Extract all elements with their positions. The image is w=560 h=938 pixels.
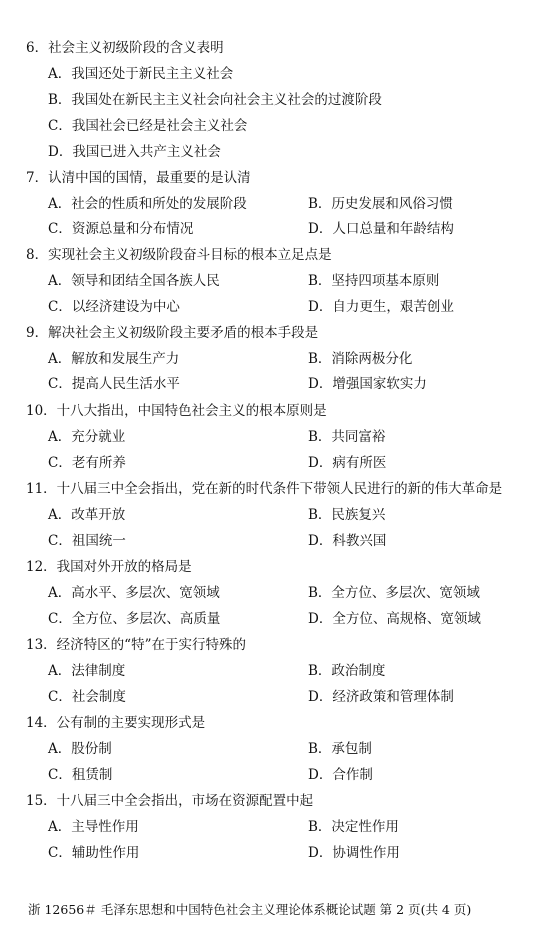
question-6-stem: 6．社会主义初级阶段的含义表明 [26, 40, 224, 56]
question-8-option-b: B．坚持四项基本原则 [308, 273, 440, 289]
question-7-stem: 7．认清中国的国情，最重要的是认清 [26, 170, 251, 186]
question-6-option-a: A．我国还处于新民主主义社会 [48, 66, 234, 82]
question-8-option-c: C．以经济建设为中心 [48, 299, 180, 315]
question-14-stem: 14．公有制的主要实现形式是 [26, 715, 206, 731]
question-6-option-c: C．我国社会已经是社会主义社会 [48, 118, 248, 134]
question-11-option-b: B．民族复兴 [308, 507, 386, 523]
question-7-option-d: D．人口总量和年龄结构 [308, 221, 454, 237]
question-14-option-a: A．股份制 [48, 741, 112, 757]
page-footer: 浙 12656＃ 毛泽东思想和中国特色社会主义理论体系概论试题 第 2 页(共 4 页) [28, 902, 472, 917]
question-12-option-a: A．高水平、多层次、宽领域 [48, 585, 220, 601]
question-9-option-a: A．解放和发展生产力 [48, 351, 180, 367]
question-9-stem: 9．解决社会主义初级阶段主要矛盾的根本手段是 [26, 325, 319, 341]
question-8-option-d: D．自力更生，艰苦创业 [308, 299, 454, 315]
question-12-option-d: D．全方位、高规格、宽领域 [308, 611, 481, 627]
question-6-option-b: B．我国处在新民主主义社会向社会主义社会的过渡阶段 [48, 92, 382, 108]
question-10-option-b: B．共同富裕 [308, 429, 386, 445]
question-6-option-d: D．我国已进入共产主义社会 [48, 144, 221, 160]
question-7-option-a: A．社会的性质和所处的发展阶段 [48, 196, 247, 212]
question-9-option-b: B．消除两极分化 [308, 351, 413, 367]
question-13-option-a: A．法律制度 [48, 663, 126, 679]
question-7-option-b: B．历史发展和风俗习惯 [308, 196, 453, 212]
question-10-option-d: D．病有所医 [308, 455, 387, 471]
question-15-option-b: B．决定性作用 [308, 819, 399, 835]
question-12-option-c: C．全方位、多层次、高质量 [48, 611, 221, 627]
question-14-option-b: B．承包制 [308, 741, 372, 757]
question-15-option-d: D．协调性作用 [308, 845, 400, 861]
question-11-stem: 11．十八届三中全会指出，党在新的时代条件下带领人民进行的新的伟大革命是 [26, 481, 503, 497]
question-14-option-d: D．合作制 [308, 767, 373, 783]
question-9-option-d: D．增强国家软实力 [308, 376, 427, 392]
question-15-stem: 15．十八届三中全会指出，市场在资源配置中起 [26, 793, 314, 809]
question-9-option-c: C．提高人民生活水平 [48, 376, 180, 392]
question-10-option-c: C．老有所养 [48, 455, 126, 471]
question-15-option-a: A．主导性作用 [48, 819, 139, 835]
question-10-option-a: A．充分就业 [48, 429, 126, 445]
question-10-stem: 10．十八大指出，中国特色社会主义的根本原则是 [26, 403, 327, 419]
question-13-option-b: B．政治制度 [308, 663, 386, 679]
question-13-option-d: D．经济政策和管理体制 [308, 689, 454, 705]
question-14-option-c: C．租赁制 [48, 767, 113, 783]
question-13-stem: 13．经济特区的“特”在于实行特殊的 [26, 637, 246, 653]
question-11-option-a: A．改革开放 [48, 507, 126, 523]
question-15-option-c: C．辅助性作用 [48, 845, 140, 861]
question-12-option-b: B．全方位、多层次、宽领域 [308, 585, 480, 601]
question-8-stem: 8．实现社会主义初级阶段奋斗目标的根本立足点是 [26, 247, 332, 263]
question-11-option-d: D．科教兴国 [308, 533, 387, 549]
question-7-option-c: C．资源总量和分布情况 [48, 221, 194, 237]
question-13-option-c: C．社会制度 [48, 689, 126, 705]
question-11-option-c: C．祖国统一 [48, 533, 126, 549]
question-12-stem: 12．我国对外开放的格局是 [26, 559, 192, 575]
question-8-option-a: A．领导和团结全国各族人民 [48, 273, 220, 289]
